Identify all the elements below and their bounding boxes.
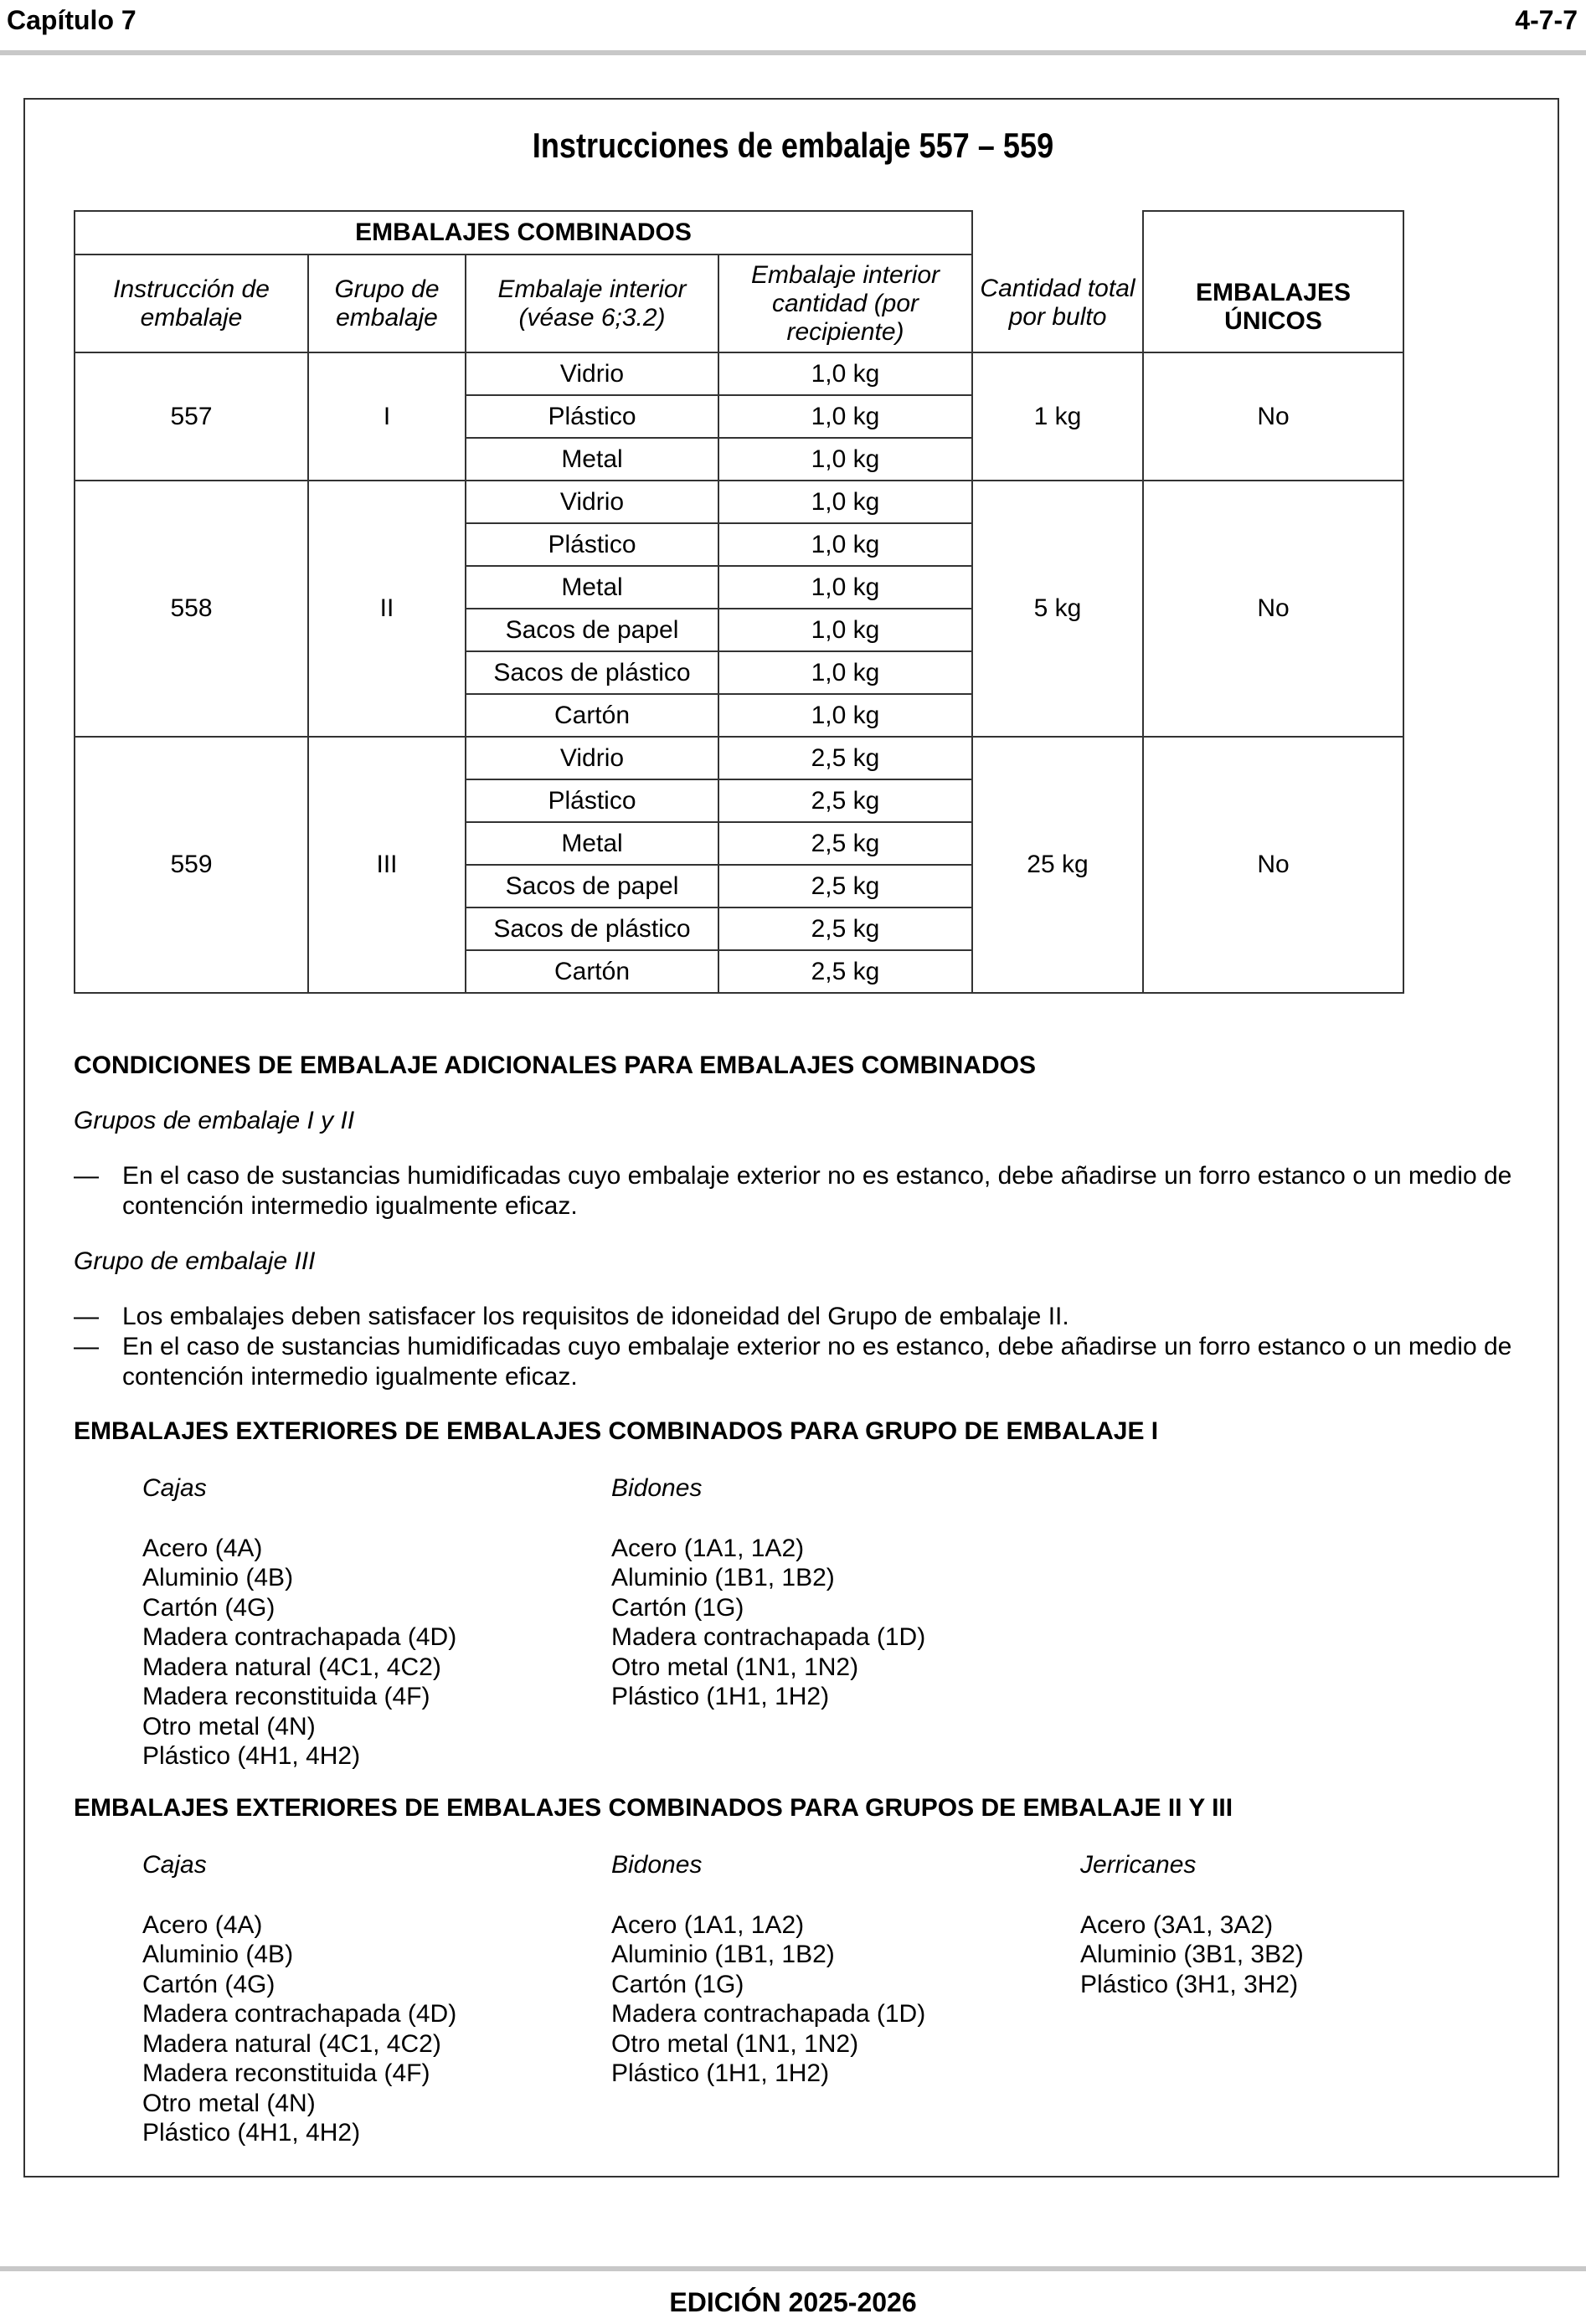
list-item: Aluminio (1B1, 1B2) (611, 1564, 835, 1591)
packing-group-cell: II (308, 481, 466, 737)
list-item: Acero (3A1, 3A2) (1080, 1910, 1274, 1939)
table-row (75, 737, 1403, 779)
instruction-cell: 559 (75, 737, 308, 993)
inner-packaging-cell: Metal (466, 822, 718, 865)
list-item: Cartón (4G) (142, 1970, 275, 1998)
column-title: Bidones (611, 1851, 703, 1879)
inner-quantity-cell: 1,0 kg (718, 352, 972, 395)
list-item: Otro metal (1N1, 1N2) (611, 2029, 859, 2058)
table-row (75, 352, 1403, 395)
list-item: Cartón (1G) (611, 1970, 744, 1998)
outer-packagings-pg1-heading: EMBALAJES EXTERIORES DE EMBALAJES COMBINADOS PARA GRUPO DE EMBALAJE I (74, 1417, 1159, 1445)
inner-packaging-cell: Vidrio (466, 352, 718, 395)
inner-quantity-cell: 2,5 kg (718, 865, 972, 907)
dash-bullet: — (74, 1303, 99, 1330)
packing-group-cell: I (308, 352, 466, 481)
inner-quantity-cell: 2,5 kg (718, 950, 972, 993)
inner-packaging-cell: Sacos de plástico (466, 651, 718, 694)
inner-quantity-cell: 1,0 kg (718, 438, 972, 481)
col-header-group: Grupo de embalaje (308, 255, 466, 352)
inner-quantity-cell: 1,0 kg (718, 481, 972, 523)
outer-packagings-pg23-heading: EMBALAJES EXTERIORES DE EMBALAJES COMBINADOS PARA GRUPOS DE EMBALAJE II Y III (74, 1794, 1233, 1822)
list-item: Aluminio (4B) (142, 1941, 294, 1968)
list-item: Madera contrachapada (4D) (142, 2000, 457, 2028)
inner-packaging-cell: Cartón (466, 694, 718, 737)
instruction-cell: 558 (75, 481, 308, 737)
column-title: Cajas (142, 1474, 207, 1502)
col-header-inner: Embalaje interior (véase 6;3.2) (466, 255, 718, 352)
list-item: Aluminio (1B1, 1B2) (611, 1941, 835, 1968)
inner-packaging-cell: Sacos de plástico (466, 907, 718, 950)
inner-quantity-cell: 2,5 kg (718, 779, 972, 822)
list-item: Cartón (1G) (611, 1593, 744, 1622)
total-per-package-cell: 25 kg (972, 737, 1143, 993)
conditions-heading: CONDICIONES DE EMBALAJE ADICIONALES PARA EMBALAJES COMBINADOS (74, 1051, 1036, 1079)
list-item: Madera reconstituida (4F) (142, 2059, 430, 2087)
list-item: Madera contrachapada (1D) (611, 1623, 926, 1651)
inner-packaging-cell: Plástico (466, 395, 718, 438)
dash-bullet: — (74, 1333, 99, 1360)
list-item: Plástico (1H1, 1H2) (611, 2059, 830, 2087)
list-item: Otro metal (1N1, 1N2) (611, 1653, 859, 1681)
inner-quantity-cell: 1,0 kg (718, 523, 972, 566)
list-item: Acero (1A1, 1A2) (611, 1534, 805, 1562)
inner-quantity-cell: 1,0 kg (718, 395, 972, 438)
col-header-quantity: Embalaje interior cantidad (por recipiente) (718, 255, 972, 352)
inner-packaging-cell: Plástico (466, 523, 718, 566)
conditions-subheading-1: Grupos de embalaje I y II (74, 1107, 355, 1134)
list-item: Madera natural (4C1, 4C2) (142, 2029, 441, 2058)
inner-quantity-cell: 2,5 kg (718, 907, 972, 950)
inner-packaging-cell: Cartón (466, 950, 718, 993)
pg23-boxes-column (142, 1850, 456, 2148)
list-item: Cartón (4G) (142, 1593, 275, 1622)
page-reference: 4-7-7 (1515, 5, 1578, 35)
inner-quantity-cell: 1,0 kg (718, 609, 972, 651)
pg1-drums-column (611, 1473, 925, 1712)
table-row (75, 481, 1403, 523)
col-header-single: EMBALAJES ÚNICOS (1143, 211, 1403, 352)
col-header-total: Cantidad total por bulto (972, 255, 1143, 352)
instruction-cell: 557 (75, 352, 308, 481)
list-item: Plástico (4H1, 4H2) (142, 1742, 361, 1770)
list-item: Plástico (1H1, 1H2) (611, 1683, 830, 1710)
condition-item (74, 1302, 1514, 1332)
col-header-instruction: Instrucción de embalaje (75, 255, 308, 352)
page-title: Instrucciones de embalaje 557 – 559 (532, 126, 1054, 165)
list-item: Otro metal (4N) (142, 2089, 316, 2117)
inner-packaging-cell: Metal (466, 566, 718, 609)
combined-packaging-header: EMBALAJES COMBINADOS (75, 211, 972, 255)
list-item: Plástico (4H1, 4H2) (142, 2119, 361, 2147)
total-per-package-cell: 5 kg (972, 481, 1143, 737)
inner-packaging-cell: Vidrio (466, 737, 718, 779)
inner-quantity-cell: 1,0 kg (718, 694, 972, 737)
single-packaging-cell: No (1143, 352, 1403, 481)
edition-footer: EDICIÓN 2025-2026 (669, 2287, 917, 2317)
list-item: Madera natural (4C1, 4C2) (142, 1653, 441, 1681)
column-title: Cajas (142, 1851, 207, 1879)
packing-instructions-table (74, 210, 1404, 994)
pg1-boxes-column (142, 1473, 456, 1771)
list-item: Acero (4A) (142, 1534, 263, 1562)
list-item: Aluminio (4B) (142, 1564, 294, 1591)
conditions-subheading-2: Grupo de embalaje III (74, 1247, 316, 1275)
dash-bullet: — (74, 1162, 99, 1190)
condition-item (74, 1161, 1514, 1221)
condition-text: En el caso de sustancias humidificadas cuyo embalaje exterior no es estanco, debe añadirse un forro estanco o un medio de contención intermedio igualmente eficaz. (122, 1162, 1512, 1220)
inner-quantity-cell: 1,0 kg (718, 566, 972, 609)
single-packaging-cell: No (1143, 737, 1403, 993)
chapter-label: Capítulo 7 (7, 5, 136, 35)
footer-rule (0, 2266, 1586, 2271)
condition-item (74, 1332, 1514, 1392)
header-rule (0, 50, 1586, 55)
total-per-package-cell: 1 kg (972, 352, 1143, 481)
condition-text: En el caso de sustancias humidificadas cuyo embalaje exterior no es estanco, debe añadirse un forro estanco o un medio de contención intermedio igualmente eficaz. (122, 1333, 1512, 1391)
single-packaging-cell: No (1143, 481, 1403, 737)
list-item: Madera reconstituida (4F) (142, 1683, 430, 1710)
list-item: Aluminio (3B1, 3B2) (1080, 1941, 1304, 1968)
blank-header-cell (972, 211, 1143, 255)
list-item: Otro metal (4N) (142, 1712, 316, 1740)
list-item: Acero (4A) (142, 1910, 263, 1939)
inner-quantity-cell: 2,5 kg (718, 822, 972, 865)
inner-packaging-cell: Vidrio (466, 481, 718, 523)
inner-quantity-cell: 1,0 kg (718, 651, 972, 694)
list-item: Plástico (3H1, 3H2) (1080, 1970, 1299, 1998)
list-item: Madera contrachapada (4D) (142, 1623, 457, 1651)
packing-group-cell: III (308, 737, 466, 993)
inner-quantity-cell: 2,5 kg (718, 737, 972, 779)
inner-packaging-cell: Metal (466, 438, 718, 481)
column-title: Jerricanes (1080, 1851, 1197, 1879)
condition-text: Los embalajes deben satisfacer los requisitos de idoneidad del Grupo de embalaje II. (122, 1303, 1069, 1330)
list-item: Acero (1A1, 1A2) (611, 1910, 805, 1939)
pg23-drums-column (611, 1850, 925, 2089)
pg23-jerricans-column (1080, 1850, 1304, 1999)
inner-packaging-cell: Plástico (466, 779, 718, 822)
inner-packaging-cell: Sacos de papel (466, 865, 718, 907)
list-item: Madera contrachapada (1D) (611, 2000, 926, 2028)
column-title: Bidones (611, 1474, 703, 1502)
inner-packaging-cell: Sacos de papel (466, 609, 718, 651)
